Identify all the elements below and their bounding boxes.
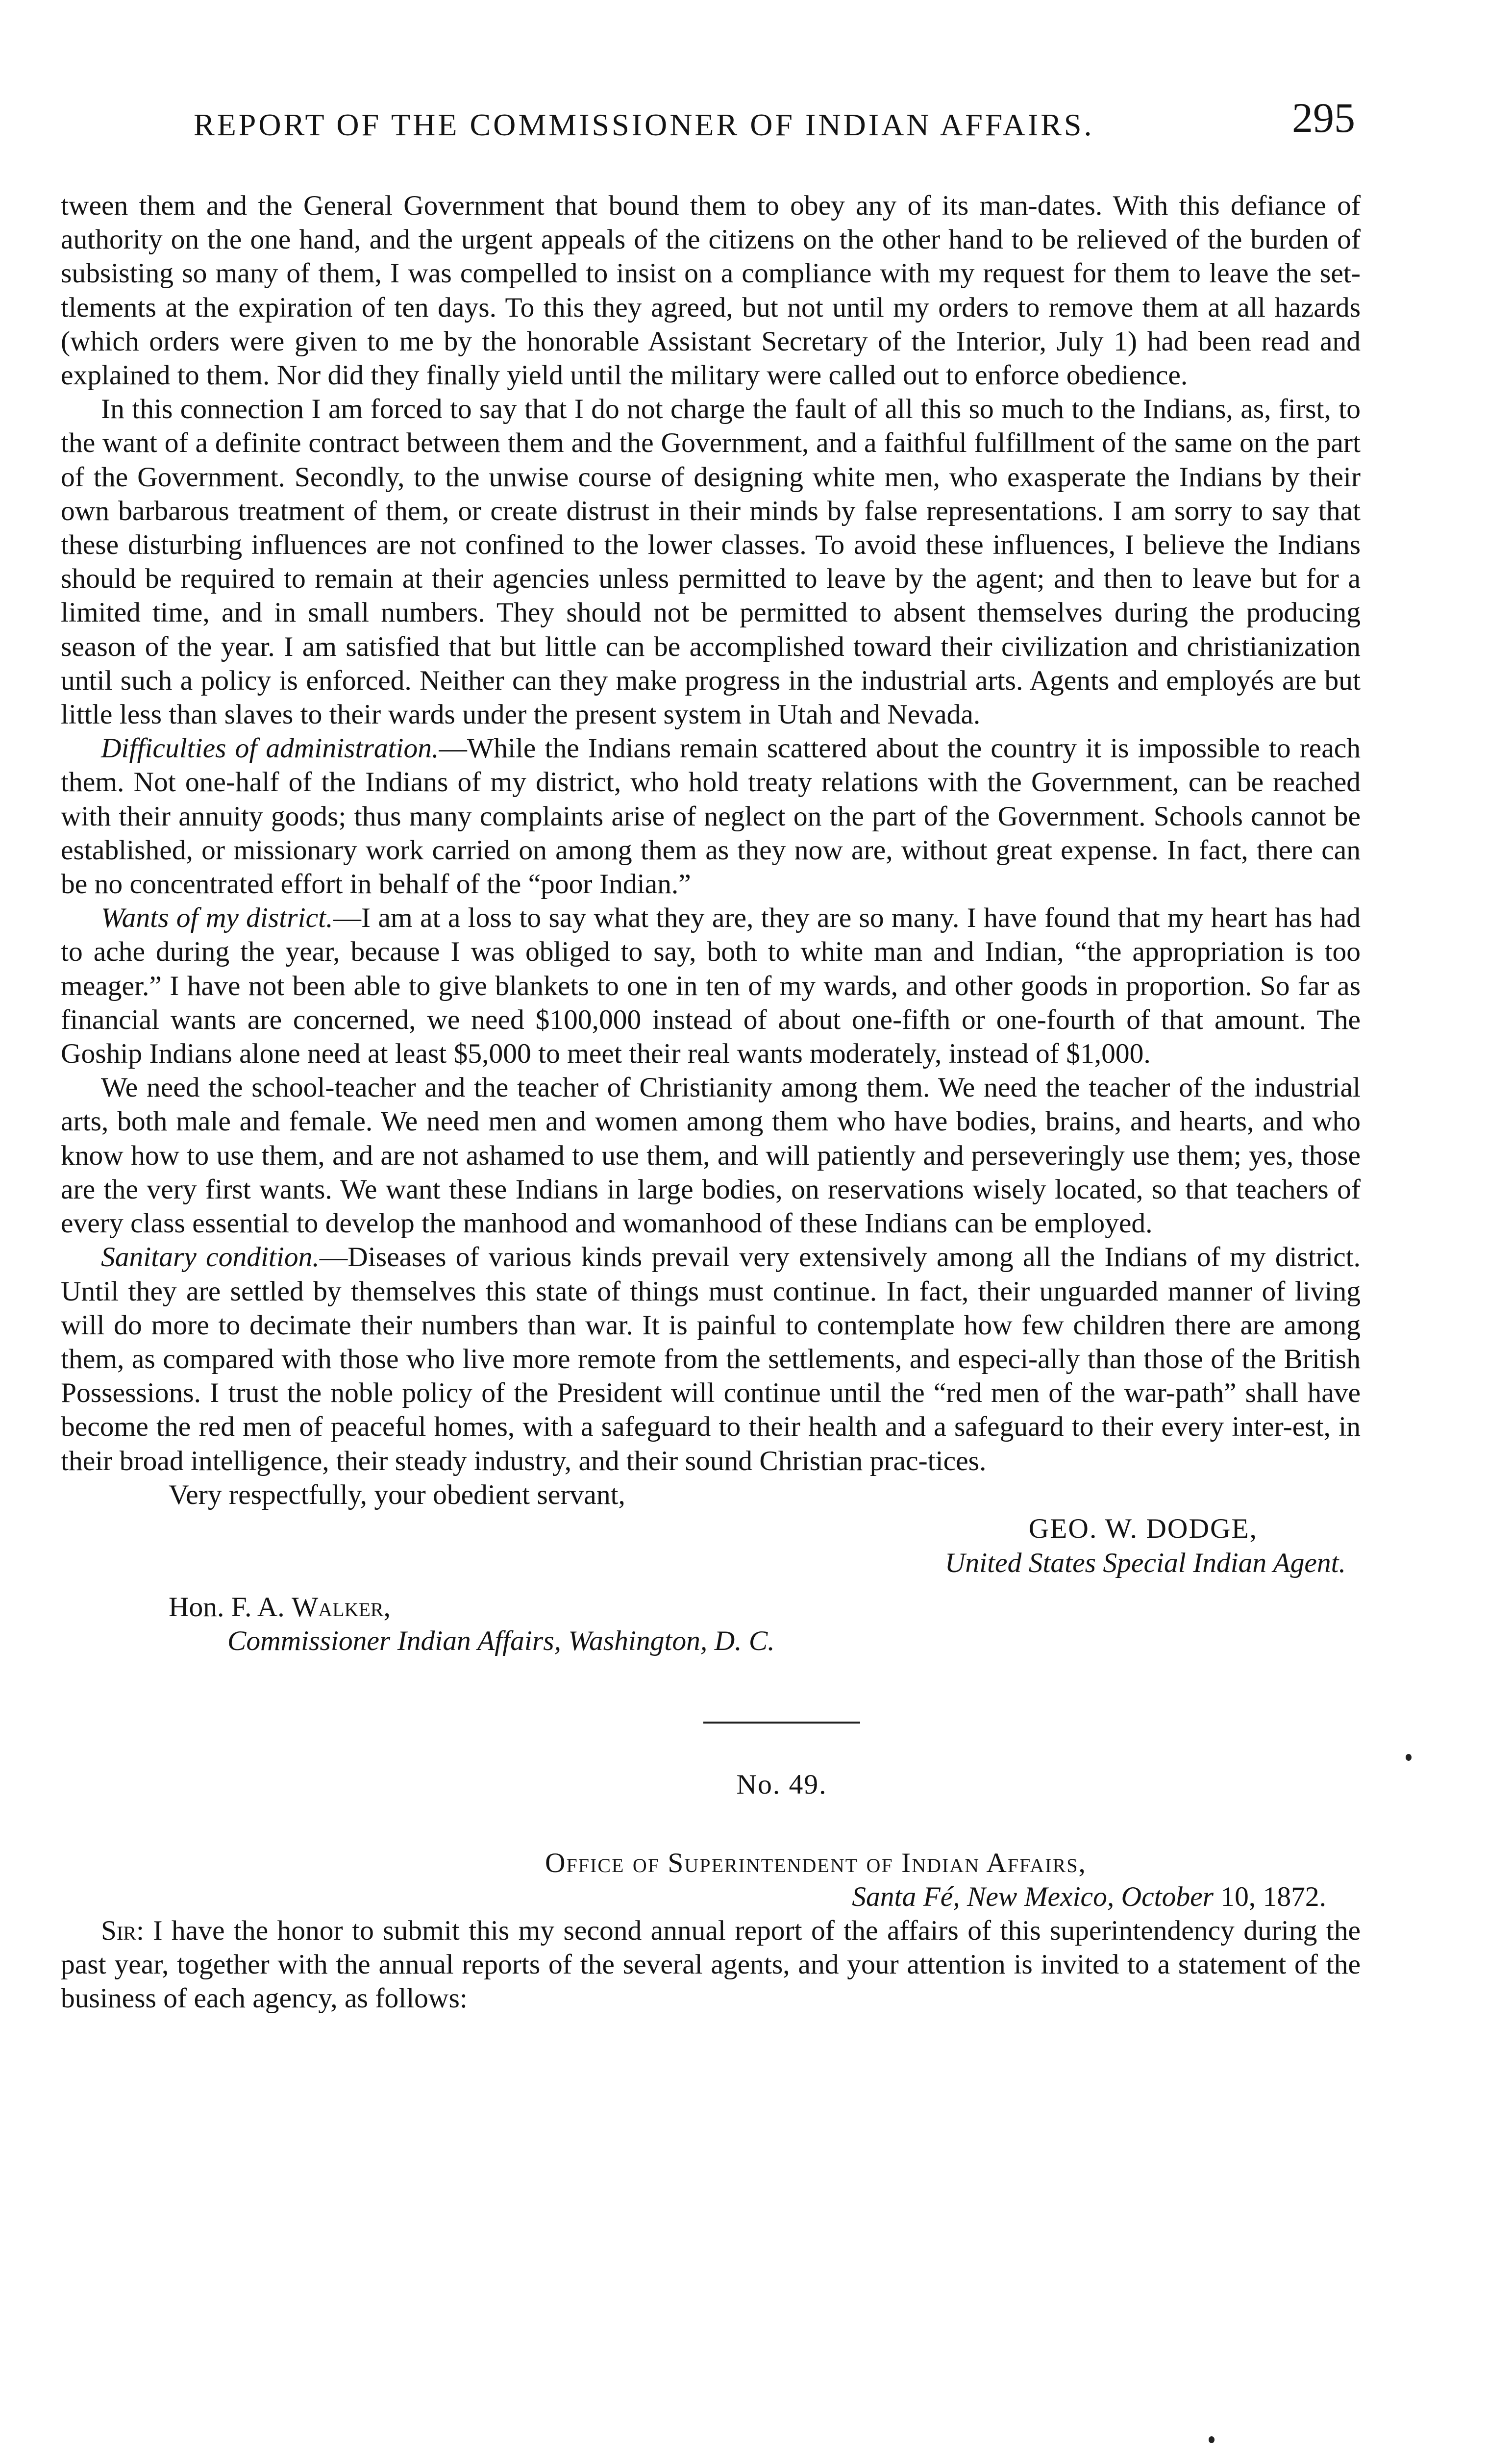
addressee-prefix: Hon. F. A. — [169, 1591, 292, 1623]
running-header — [194, 93, 1355, 142]
section-divider — [703, 1722, 860, 1724]
paragraph-difficulties-text: —While the Indians remain scattered about the country it is impossible to reach them. Not one-half of the Indians of my district, who hold treaty relations with the Government, can be reached with their annuity goods; thus many complaints arise of neglect on the part of the Government. Schools cannot be established, or missionary work carried on among them as they now are, without great expense. In fact, there can be no concentrated effort in behalf of the “poor Indian.” — [61, 733, 1361, 900]
paragraph-2 — [61, 392, 1361, 731]
paragraph-1-text: tween them and the General Government that bound them to obey any of its man-dates. With this defiance of authority on the one hand, and the urgent appeals of the citizens on the other hand to be relieved of the burden of subsisting so many of them, I was compelled to insist on a compliance with my request for them to leave the set-tlements at the expiration of ten days. To this they agreed, but not until my orders to remove them at all hazards (which orders were given to me by the honorable Assistant Secretary of the Interior, July 1) had been read and explained to them. Nor did they finally yield until the military were called out to enforce obedience. — [61, 190, 1361, 391]
salutation: Sir — [101, 1915, 136, 1946]
paragraph-difficulties-heading: Difficulties of administration. — [101, 733, 439, 764]
office-heading: Office of Superintendent of Indian Affairs, — [545, 1847, 1087, 1878]
paragraph-sanitary — [61, 1240, 1361, 1477]
closing-line: Very respectfully, your obedient servant, — [169, 1479, 625, 1510]
letter-opening-text: : I have the honor to submit this my second annual report of the affairs of this superintendency during the past year, together with the annual reports of the several agents, and your attention is invited to a statement of the business of each agency, as follows: — [61, 1915, 1361, 2014]
signature-title: United States Special Indian Agent. — [944, 1547, 1346, 1578]
paragraph-wants-heading: Wants of my district. — [101, 902, 333, 934]
paragraph-1 — [61, 189, 1361, 392]
paragraph-difficulties — [61, 731, 1361, 901]
addressee-name: Walker, — [292, 1591, 391, 1623]
paragraph-sanitary-text: —Diseases of various kinds prevail very extensively among all the Indians of my district. Until they are settled by themselves this state of things must continue. In fact, their unguarded manner of living will do more to decimate their numbers than war. It is painful to contemplate how few children there are among them, as compared with those who live more remote from the settlements, and especi-ally than those of the British Possessions. I trust the noble policy of the President will continue until the “red men of the war-path” shall have become the red men of peaceful homes, with a safeguard to their health and a safeguard to their every inter-est, in their broad intelligence, their steady industry, and their sound Christian prac-tices. — [61, 1242, 1361, 1476]
paragraph-wants — [61, 901, 1361, 1071]
addressee-title: Commissioner Indian Affairs, Washington, D. C. — [227, 1626, 775, 1657]
print-speck-mark — [1406, 1754, 1412, 1761]
report-number: No. 49. — [736, 1769, 827, 1801]
signature-block — [61, 1512, 1361, 1580]
letter-opening — [61, 1914, 1361, 2016]
paragraph-wants-text: —I am at a loss to say what they are, they are so many. I have found that my heart has had to ache during the year, because I was obliged to say, both to white man and Indian, “the appropriation is too meager.” I have not been able to give blankets to one in ten of my wards, and other goods in proportion. So far as financial wants are concerned, we need $100,000 instead of about one-fifth or one-fourth of that amount. The Goship Indians alone need at least $5,000 to meet their real wants moderately, instead of $1,000. — [61, 902, 1361, 1070]
place-name: Santa Fé, New Mexico, October — [852, 1881, 1214, 1912]
paragraph-2-text: In this connection I am forced to say that I do not charge the fault of all this so much to the Indians, as, first, to the want of a definite contract between them and the Government, and a faithful fulfillment of the same on the part of the Government. Secondly, to the unwise course of designing white men, who exasperate the Indians by their own barbarous treatment of them, or create distrust in their minds by false representations. I am sorry to say that these disturbing influences are not confined to the lower classes. To avoid these influences, I believe the Indians should be required to remain at their agencies unless permitted to leave by the agent; and then to leave but for a limited time, and in small numbers. They should not be permitted to absent themselves during the producing season of the year. I am satisfied that but little can be accomplished toward their civilization and christianization until such a policy is enforced. Neither can they make progress in the industrial arts. Agents and employés are but little less than slaves to their wards under the present system in Utah and Nevada. — [61, 394, 1361, 730]
paragraph-5 — [61, 1071, 1361, 1240]
addressee — [61, 1590, 1361, 1624]
page-number: 295 — [1292, 94, 1355, 141]
letter-date: 10, 1872. — [1220, 1881, 1326, 1912]
paragraph-5-text: We need the school-teacher and the teacher of Christianity among them. We need the teacher of the industrial arts, both male and female. We need men and women among them who have bodies, brains, and hearts, and who know how to use them, and are not ashamed to use them, and will patiently and perseveringly use them; yes, those are the very first wants. We want these Indians in large bodies, on reservations wisely located, so that teachers of every class essential to develop the manhood and womanhood of these Indians can be employed. — [61, 1072, 1361, 1239]
signature-name: GEO. W. DODGE, — [1028, 1513, 1258, 1544]
place-date-line — [61, 1880, 1361, 1914]
report-body — [61, 189, 1361, 2016]
paragraph-sanitary-heading: Sanitary condition. — [101, 1242, 320, 1273]
header-title: REPORT OF THE COMMISSIONER OF INDIAN AFFAIRS. — [194, 107, 1094, 142]
print-speck-mark — [1209, 2436, 1215, 2443]
